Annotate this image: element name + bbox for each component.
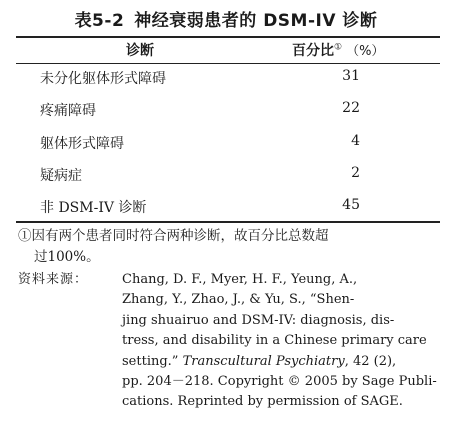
citation-line: pp. 204－218. Copyright © 2005 by Sage Publi- (122, 374, 437, 390)
table-row (40, 100, 360, 120)
source-text (122, 270, 440, 413)
table-bottom-rule (16, 221, 440, 223)
row-value: 2 (351, 165, 360, 181)
footnote-mark: ① (334, 42, 343, 53)
table-row (40, 133, 360, 153)
table-row (40, 68, 360, 88)
table-title (0, 6, 452, 31)
citation-line: Zhang, Y., Zhao, J., & Yu, S., “Shen- (122, 292, 355, 308)
footnote-line: ①因有两个患者同时符合两种诊断，故百分比总数超 (18, 228, 329, 244)
citation-line: Chang, D. F., Myer, H. F., Yeung, A., (122, 272, 358, 287)
table-caption: 神经衰弱患者的 DSM-IV 诊断 (134, 11, 378, 31)
row-label: 躯体形式障碍 (40, 136, 124, 152)
citation-line (122, 352, 440, 372)
header-unit: （%） (346, 44, 385, 59)
footnote-line: 过100%。 (34, 249, 100, 265)
header-percent-label: 百分比 (292, 43, 334, 59)
citation-line: jing shuairuo and DSM-IV: diagnosis, dis- (122, 312, 395, 328)
row-value: 22 (342, 100, 360, 116)
citation-segment: setting.” (122, 353, 179, 369)
row-value: 45 (342, 197, 360, 213)
header-diagnosis: 诊断 (126, 43, 154, 59)
row-value: 4 (351, 133, 360, 149)
journal-name: Transcultural Psychiatry (182, 353, 345, 369)
row-label: 非 DSM-IV 诊断 (40, 200, 147, 216)
row-label: 疼痛障碍 (40, 103, 96, 119)
citation-line: cations. Reprinted by permission of SAGE. (122, 394, 403, 410)
table-row (40, 197, 360, 217)
table-footnote (18, 226, 442, 268)
citation-line: tress, and disability in a Chinese primary care (122, 333, 427, 349)
source-label: 资料来源： (18, 272, 89, 287)
row-value: 31 (342, 68, 360, 84)
table-top-rule (16, 36, 440, 38)
row-label: 疑病症 (40, 168, 82, 184)
table-row (40, 165, 360, 185)
row-label: 未分化躯体形式障碍 (40, 71, 166, 87)
table-header-rule (16, 63, 440, 64)
citation-segment: , 42 (2), (344, 353, 397, 369)
header-percent (292, 40, 384, 60)
table-number: 表5-2 (74, 11, 125, 31)
